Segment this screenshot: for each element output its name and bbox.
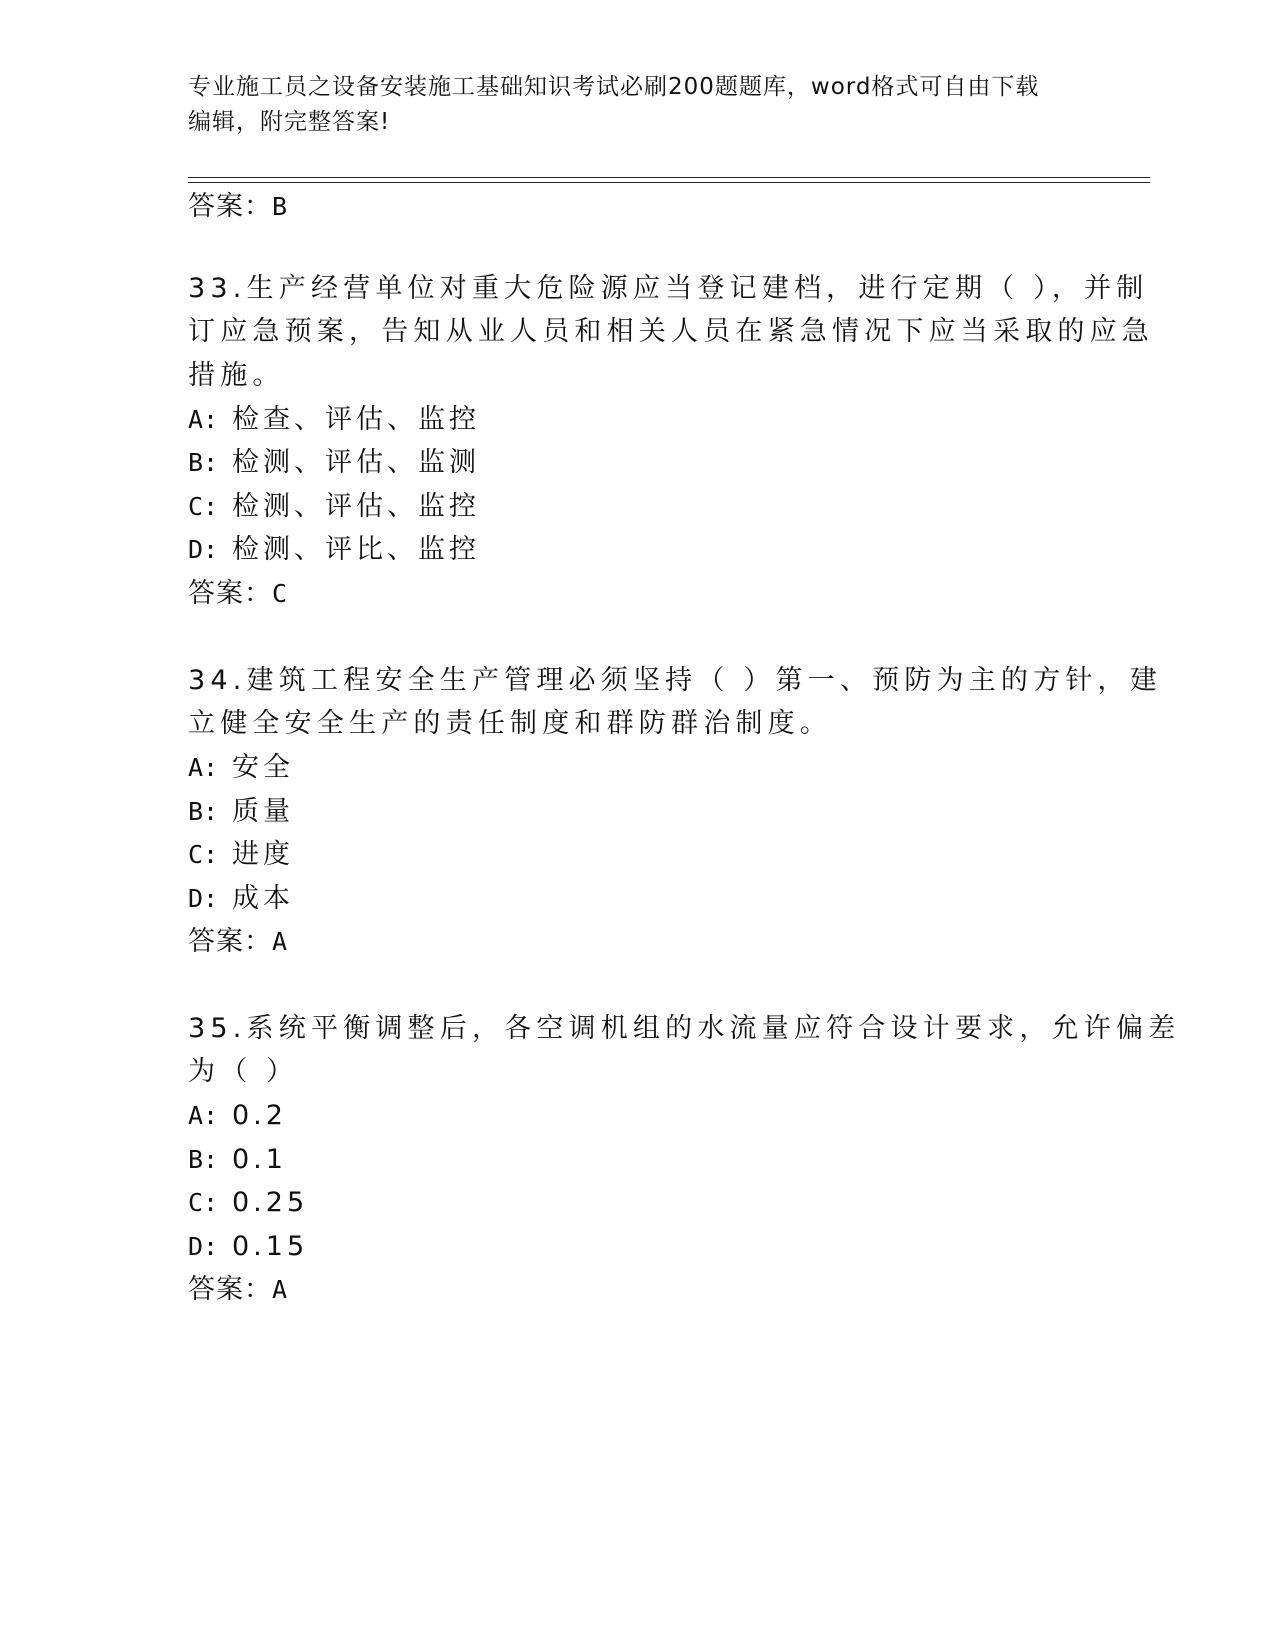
question-35-line-1: 35.系统平衡调整后，各空调机组的水流量应符合设计要求，允许偏差 <box>188 1013 1181 1044</box>
question-34-answer <box>188 923 288 961</box>
answer-label: 答案： <box>188 578 272 609</box>
question-35-option-d <box>188 1228 308 1266</box>
question-34-option-b <box>188 793 294 831</box>
header-line-2: 编辑，附完整答案! <box>188 109 391 135</box>
answer-value: C <box>272 579 289 608</box>
option-key: D: <box>188 535 219 564</box>
answer-value: A <box>272 1275 289 1304</box>
answer-value: B <box>272 192 289 221</box>
question-33-line-1: 33.生产经营单位对重大危险源应当登记建档，进行定期（ ），并制 <box>188 273 1149 304</box>
option-text: 成本 <box>232 883 294 914</box>
option-text: 0.25 <box>232 1187 309 1218</box>
header-divider-bottom <box>188 182 1150 183</box>
option-text: 进度 <box>232 839 294 870</box>
option-key: A: <box>188 405 219 434</box>
question-35-option-c <box>188 1184 308 1222</box>
option-key: B: <box>188 797 219 826</box>
answer-label: 答案： <box>188 1274 272 1305</box>
question-34-line-2: 立健全安全生产的责任制度和群防群治制度。 <box>188 708 832 739</box>
question-34-option-d <box>188 880 294 918</box>
option-text: 检测、评估、监测 <box>232 447 480 478</box>
option-text: 0.1 <box>232 1144 287 1175</box>
option-key: B: <box>188 448 219 477</box>
option-text: 检查、评估、监控 <box>232 404 480 435</box>
option-text: 检测、评比、监控 <box>232 534 480 565</box>
question-35-line-2: 为（ ） <box>188 1056 299 1087</box>
question-34-line-1: 34.建筑工程安全生产管理必须坚持（ ）第一、预防为主的方针，建 <box>188 665 1162 696</box>
question-33-option-c <box>188 488 480 526</box>
previous-answer <box>188 188 288 226</box>
option-text: 检测、评估、监控 <box>232 491 480 522</box>
option-text: 0.15 <box>232 1231 309 1262</box>
answer-label: 答案： <box>188 191 272 222</box>
option-key: A: <box>188 753 219 782</box>
question-35-answer <box>188 1271 288 1309</box>
option-text: 安全 <box>232 752 294 783</box>
question-33-option-a <box>188 401 480 439</box>
document-header <box>188 70 1068 140</box>
question-33-option-b <box>188 444 480 482</box>
option-text: 0.2 <box>232 1100 287 1131</box>
question-33-answer <box>188 575 288 613</box>
question-35-option-a <box>188 1097 287 1135</box>
question-34-option-a <box>188 749 294 787</box>
question-34-option-c <box>188 836 294 874</box>
answer-label: 答案： <box>188 926 272 957</box>
answer-value: A <box>272 927 289 956</box>
option-key: C: <box>188 1188 219 1217</box>
question-35-option-b <box>188 1141 287 1179</box>
question-33-line-2: 订应急预案，告知从业人员和相关人员在紧急情况下应当采取的应急 <box>188 316 1154 347</box>
question-33-line-3: 措施。 <box>188 360 285 391</box>
header-divider-top <box>188 177 1150 178</box>
option-key: D: <box>188 884 219 913</box>
option-key: C: <box>188 492 219 521</box>
option-text: 质量 <box>232 796 294 827</box>
header-line-1: 专业施工员之设备安装施工基础知识考试必刷200题题库，word格式可自由下载 <box>188 74 1040 100</box>
option-key: C: <box>188 840 219 869</box>
option-key: D: <box>188 1232 219 1261</box>
option-key: A: <box>188 1101 219 1130</box>
question-33-option-d <box>188 531 480 569</box>
option-key: B: <box>188 1145 219 1174</box>
